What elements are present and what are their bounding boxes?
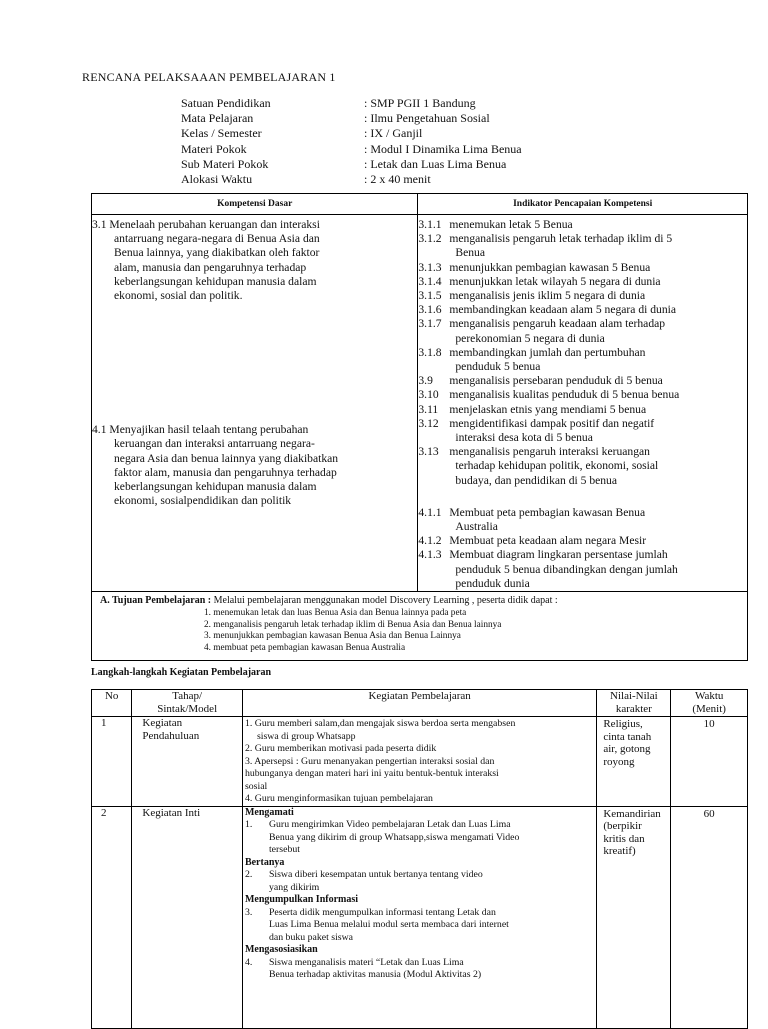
- tujuan-label: A. Tujuan Pembelajaran :: [100, 595, 212, 607]
- identity-label: Kelas / Semester: [181, 126, 262, 141]
- kd-line: keruangan dan interaksi antarruang negara-: [114, 437, 315, 451]
- identity-label: Mata Pelajaran: [181, 111, 254, 126]
- nilai-line: Kemandirian: [603, 807, 661, 820]
- list-item: [245, 907, 588, 945]
- header-no: No: [92, 690, 132, 717]
- ipk-line: membandingkan keadaan alam 5 negara di dunia: [449, 303, 677, 317]
- ipk-number: 3.1.8: [418, 345, 442, 359]
- list-item: [418, 506, 747, 534]
- identity-value: : Letak dan Luas Lima Benua: [364, 156, 507, 171]
- kd-3-1-text: [92, 215, 417, 423]
- row2-tahap: Kegiatan Inti: [132, 806, 243, 1028]
- ipk-number: 4.1.3: [418, 548, 442, 562]
- ipk-cell: [418, 215, 748, 592]
- header-kegiatan: Kegiatan Pembelajaran: [242, 690, 596, 717]
- list-item: [245, 756, 594, 794]
- identity-block: [181, 96, 522, 187]
- list-item: [245, 957, 588, 982]
- list-item: [245, 793, 594, 806]
- item-number: 1.: [244, 819, 253, 830]
- list-item: [245, 869, 588, 894]
- list-item: [245, 819, 588, 857]
- header-kompetensi-dasar: Kompetensi Dasar: [92, 194, 418, 215]
- identity-label: Alokasi Waktu: [181, 172, 253, 187]
- kd-line: ekonomi, sosial dan politik.: [114, 289, 243, 303]
- ipk-line: perekonomian 5 negara di dunia: [455, 331, 605, 345]
- section-heading: Bertanya: [244, 856, 285, 868]
- ipk-line: menunjukkan pembagian kawasan 5 Benua: [449, 260, 651, 274]
- ipk-line: menganalisis kualitas penduduk di 5 benua benua: [449, 388, 680, 402]
- ipk-number: 3.1.5: [418, 289, 442, 303]
- ipk-line: budaya, dan pendidikan di 5 benua: [455, 473, 617, 487]
- ipk-number: 4.1.2: [418, 534, 442, 548]
- ipk-line: interaksi desa kota di 5 benua: [455, 431, 593, 445]
- nilai-line: (berpikir: [603, 820, 642, 832]
- kegiatan-line: Guru mengirimkan Video pembelajaran Letak dan Luas Lima: [268, 819, 511, 830]
- identity-row: [181, 111, 522, 126]
- list-item: [418, 303, 747, 317]
- tujuan-lead: [100, 594, 747, 608]
- identity-row: [181, 142, 522, 157]
- row2-nilai: [597, 806, 671, 1028]
- nilai-line: royong: [603, 755, 635, 768]
- list-item: [418, 218, 747, 232]
- activity-table: [91, 689, 748, 1029]
- item-number: 2.: [244, 869, 253, 880]
- identity-value: : Modul I Dinamika Lima Benua: [364, 141, 522, 156]
- tujuan-item: 4. membuat peta pembagian kawasan Benua Australia: [204, 642, 406, 653]
- ipk-line: menemukan letak 5 Benua: [449, 218, 573, 231]
- row1-waktu: 10: [671, 717, 748, 807]
- kd-line: alam, manusia dan pengaruhnya terhadap: [114, 260, 307, 274]
- kd-4-1-text: [92, 423, 417, 508]
- kegiatan-line: Siswa menganalisis materi “Letak dan Luas Lima: [268, 956, 464, 968]
- kd-line: 4.1 Menyajikan hasil telaah tentang perubahan: [92, 423, 309, 437]
- header-indikator: Indikator Pencapaian Kompetensi: [418, 194, 748, 215]
- identity-label: Satuan Pendidikan: [181, 96, 271, 110]
- kegiatan-line: Siswa diberi kesempatan untuk bertanya tentang video: [268, 869, 483, 880]
- row1-no: 1: [92, 717, 132, 807]
- kd-3-1-cell: [92, 215, 418, 592]
- header-nilai: Nilai-Nilai karakter: [597, 690, 671, 717]
- header-tahap: Tahap/ Sintak/Model: [132, 690, 243, 717]
- nilai-line: air, gotong: [603, 743, 651, 755]
- ipk-number: 3.13: [418, 445, 439, 459]
- ipk-line: terhadap kehidupan politik, ekonomi, sosial: [455, 459, 659, 473]
- ipk-number: 3.1.2: [418, 232, 442, 246]
- item-number: 4.: [244, 956, 253, 968]
- ipk-line: mengidentifikasi dampak positif dan negatif: [449, 416, 655, 430]
- kegiatan-line: Benua terhadap aktivitas manusia (Modul Aktivitas 2): [268, 969, 482, 980]
- ipk-line: menganalisis pengaruh interaksi keruangan: [449, 445, 650, 459]
- list-item: [418, 317, 747, 345]
- kegiatan-line: hubunganya dengan materi hari ini yaitu bentuk-bentuk interaksi: [244, 768, 499, 779]
- ipk-number: 3.1.3: [418, 260, 442, 274]
- identity-value: : 2 x 40 menit: [364, 172, 431, 187]
- kegiatan-line: dan buku paket siswa: [268, 931, 354, 943]
- ipk-line: menganalisis pengaruh letak terhadap iklim di 5: [449, 232, 673, 246]
- tujuan-item: 3. menunjukkan pembagian kawasan Benua Asia dan Benua Lainnya: [204, 631, 461, 642]
- row2-kegiatan: [242, 806, 596, 1028]
- ipk-number: 3.11: [418, 402, 439, 416]
- list-item: [418, 289, 747, 303]
- list-item: [245, 718, 594, 743]
- identity-row: [181, 126, 522, 141]
- ipk-line: menjelaskan etnis yang mendiami 5 benua: [449, 402, 647, 416]
- identity-row: [181, 172, 522, 187]
- competency-table: [91, 193, 748, 661]
- row1-tahap: Kegiatan Pendahuluan: [132, 717, 243, 807]
- kegiatan-line: 3. Apersepsi : Guru menanyakan pengertian interaksi sosial dan: [244, 755, 495, 767]
- kegiatan-line: siswa di group Whatsapp: [256, 730, 356, 742]
- ipk-line: menganalisis pengaruh keadaan alam terhadap: [449, 317, 666, 331]
- list-item: [418, 403, 747, 417]
- ipk-line: membandingkan jumlah dan pertumbuhan: [449, 345, 646, 359]
- ipk-number: 3.12: [418, 416, 439, 430]
- ipk-3-list: [418, 215, 747, 488]
- nilai-line: kritis dan: [603, 832, 645, 845]
- ipk-line: Membuat peta keadaan alam negara Mesir: [449, 534, 647, 548]
- list-item: [418, 388, 747, 402]
- section-heading: Mengasosiasikan: [244, 944, 318, 955]
- ipk-line: penduduk 5 benua: [455, 360, 541, 374]
- page-title: RENCANA PELAKSAAAN PEMBELAJARAN 1: [82, 70, 336, 84]
- ipk-number: 3.1.6: [418, 303, 442, 317]
- row2-no: 2: [92, 806, 132, 1028]
- tujuan-text: Melalui pembelajaran menggunakan model Discovery Learning , peserta didik dapat :: [211, 595, 558, 607]
- list-item: [418, 232, 747, 260]
- kegiatan-line: 1. Guru memberi salam,dan mengajak siswa berdoa serta mengabsen: [244, 718, 516, 729]
- kd-line: Benua lainnya, yang diakibatkan oleh faktor: [114, 246, 320, 260]
- ipk-number: 3.10: [418, 388, 439, 402]
- list-item: [245, 743, 594, 756]
- tujuan-cell: [92, 592, 748, 661]
- ipk-line: Australia: [455, 520, 498, 534]
- kegiatan-line: sosial: [244, 780, 268, 792]
- row1-kegiatan: [242, 717, 596, 807]
- ipk-line: menganalisis jenis iklim 5 negara di dunia: [449, 289, 646, 303]
- identity-label: Sub Materi Pokok: [181, 156, 269, 171]
- ipk-number: 3.1.7: [418, 317, 442, 331]
- ipk-number: 3.1.1: [418, 218, 442, 231]
- row1-nilai: [597, 717, 671, 807]
- table-row: [92, 806, 748, 1028]
- kd-line: 3.1 Menelaah perubahan keruangan dan interaksi: [92, 218, 320, 231]
- ipk-number: 4.1.1: [418, 505, 442, 519]
- nilai-line: kreatif): [603, 845, 636, 857]
- identity-row: [181, 157, 522, 172]
- kd-line: ekonomi, sosialpendidikan dan politik: [114, 494, 292, 508]
- kegiatan-line: 4. Guru menginformasikan tujuan pembelajaran: [244, 793, 433, 804]
- list-item: [418, 417, 747, 445]
- ipk-line: Membuat diagram lingkaran persentase jumlah: [449, 548, 668, 562]
- kd-line: keberlangsungan kehidupan manusia dalam: [114, 274, 317, 288]
- kd-line: keberlangsungan kehidupan manusia dalam: [114, 480, 317, 494]
- identity-row: [181, 96, 522, 111]
- kegiatan-line: 2. Guru memberikan motivasi pada peserta didik: [244, 743, 437, 754]
- ipk-line: Membuat peta pembagian kawasan Benua: [449, 505, 646, 519]
- section-heading: Mengamati: [244, 806, 294, 818]
- kd-line: antarruang negara-negara di Benua Asia dan: [114, 232, 320, 246]
- list-item: [418, 346, 747, 374]
- ipk-number: 3.1.4: [418, 274, 442, 288]
- ipk-line: menunjukkan letak wilayah 5 negara di dunia: [449, 274, 661, 288]
- ipk-line: Benua: [455, 246, 485, 260]
- kegiatan-line: yang dikirim: [268, 881, 320, 893]
- tujuan-list: [100, 608, 747, 654]
- identity-value: : SMP PGII 1 Bandung: [364, 96, 476, 110]
- identity-value: : Ilmu Pengetahuan Sosial: [364, 111, 490, 126]
- langkah-title: Langkah-langkah Kegiatan Pembelajaran: [91, 667, 272, 678]
- nilai-line: Religius,: [603, 718, 643, 730]
- table-row: [92, 717, 748, 807]
- tujuan-item: 1. menemukan letak dan luas Benua Asia dan Benua lainnya pada peta: [204, 608, 467, 619]
- list-item: [418, 548, 747, 591]
- ipk-4-list: [418, 488, 747, 591]
- list-item: [418, 261, 747, 275]
- ipk-line: penduduk dunia: [455, 576, 530, 590]
- section-heading: Mengumpulkan Informasi: [244, 894, 359, 905]
- kegiatan-line: Luas Lima Benua melalui modul serta membaca dari internet: [268, 919, 509, 930]
- kd-line: faktor alam, manusia dan pengaruhnya terhadap: [114, 465, 337, 479]
- list-item: [418, 445, 747, 488]
- row2-waktu: 60: [671, 806, 748, 1028]
- item-number: 3.: [244, 906, 253, 918]
- kegiatan-line: Benua yang dikirim di group Whatsapp,siswa mengamati Video: [268, 831, 520, 843]
- ipk-number: 3.9: [418, 374, 433, 388]
- identity-value: : IX / Ganjil: [364, 126, 423, 141]
- ipk-line: menganalisis persebaran penduduk di 5 benua: [449, 374, 663, 388]
- list-item: [418, 275, 747, 289]
- list-item: [418, 374, 747, 388]
- identity-label: Materi Pokok: [181, 141, 247, 156]
- tujuan-item: 2. menganalisis pengaruh letak terhadap iklim di Benua Asia dan Benua lainnya: [204, 619, 502, 630]
- ipk-line: penduduk 5 benua dibandingkan dengan jumlah: [455, 562, 678, 576]
- kegiatan-line: Peserta didik mengumpulkan informasi tentang Letak dan: [268, 906, 496, 918]
- kegiatan-line: tersebut: [268, 844, 300, 855]
- nilai-line: cinta tanah: [603, 730, 652, 743]
- list-item: [418, 534, 747, 548]
- kd-line: negara Asia dan benua lainnya yang diakibatkan: [114, 451, 339, 465]
- header-waktu: Waktu (Menit): [671, 690, 748, 717]
